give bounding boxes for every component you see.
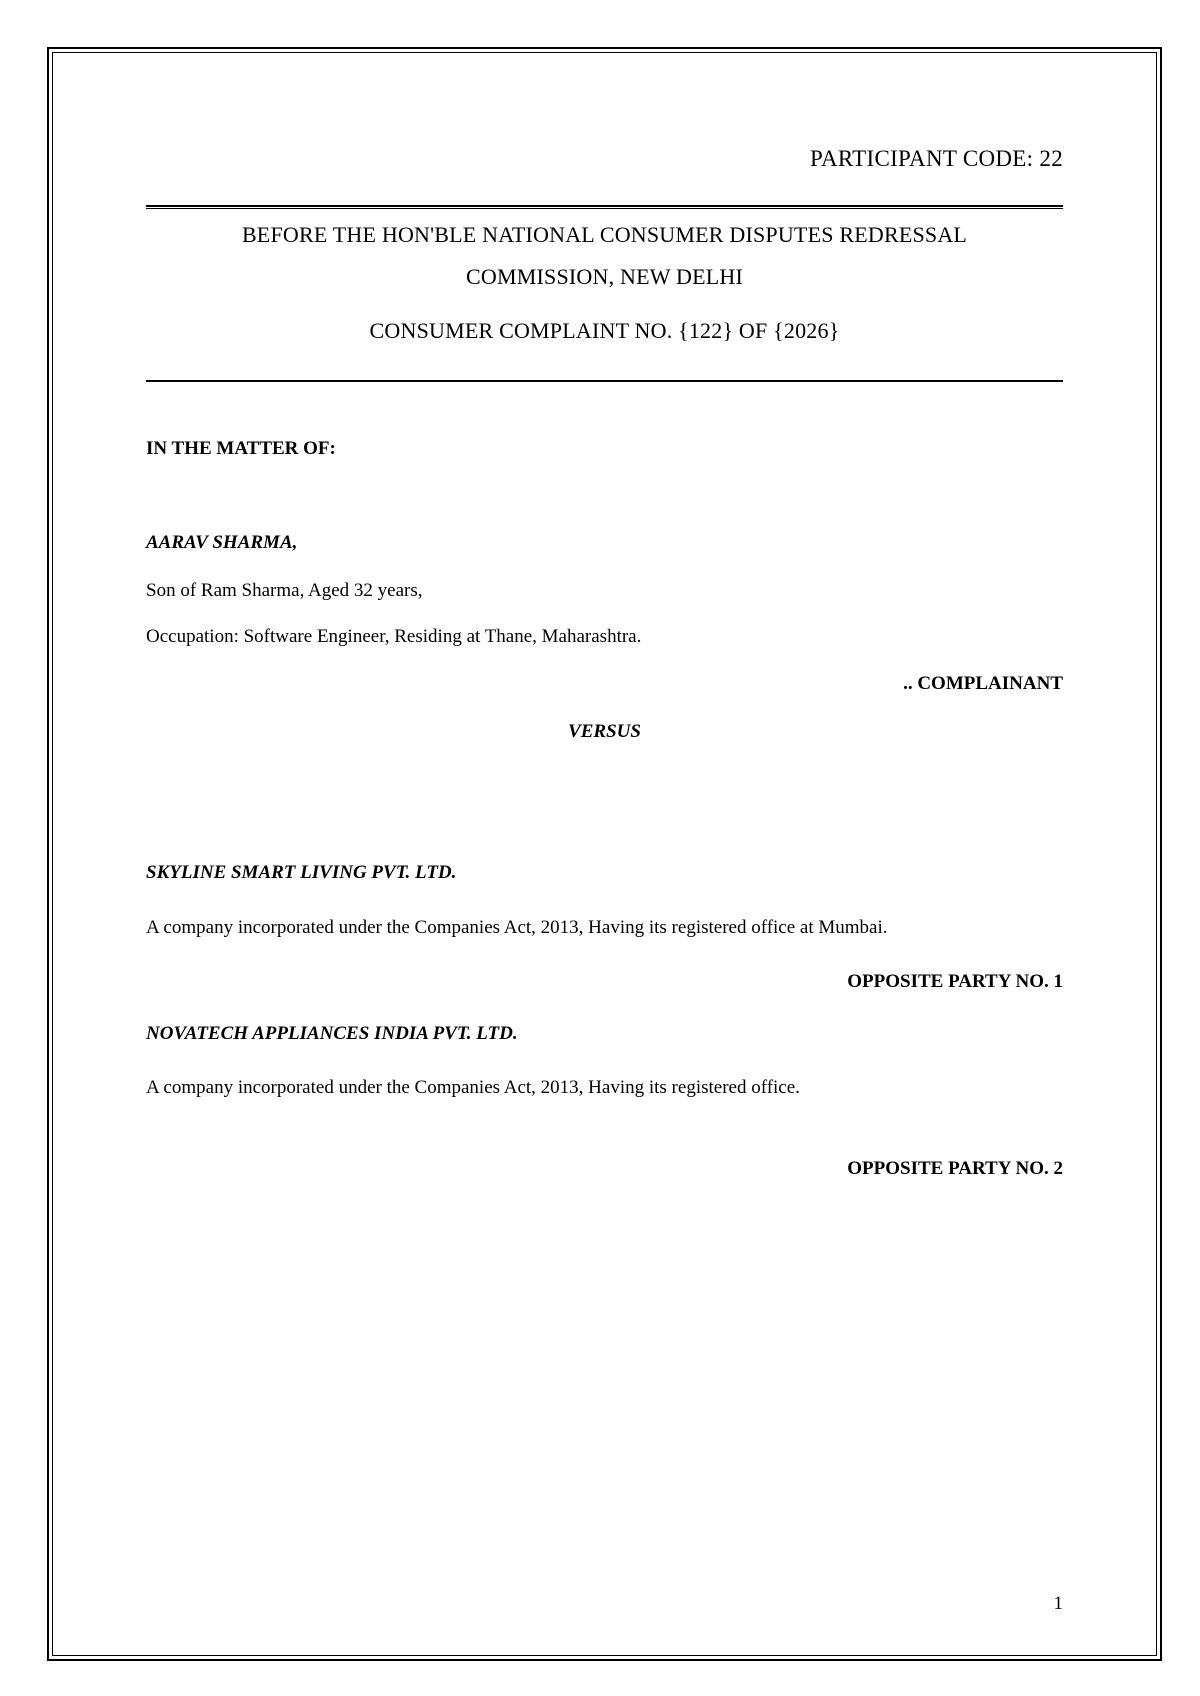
versus-label: VERSUS (568, 721, 641, 742)
complainant-role: .. COMPLAINANT (903, 673, 1063, 694)
complainant-name: AARAV SHARMA, (146, 532, 298, 553)
complaint-number: CONSUMER COMPLAINT NO. {122} OF {2026} (369, 318, 840, 343)
rule-divider (146, 380, 1063, 382)
complainant-occupation: Occupation: Software Engineer, Residing at Thane, Maharashtra. (146, 626, 642, 647)
opposite-party-1-role: OPPOSITE PARTY NO. 1 (847, 971, 1063, 992)
page-number: 1 (1053, 1593, 1063, 1614)
court-title (146, 214, 1063, 298)
opposite-party-2-description: A company incorporated under the Companies Act, 2013, Having its registered office. (146, 1077, 800, 1098)
opposite-party-2-name: NOVATECH APPLIANCES INDIA PVT. LTD. (146, 1023, 518, 1044)
court-title-line-1: BEFORE THE HON'BLE NATIONAL CONSUMER DISPUTES REDRESSAL (241, 222, 968, 247)
court-title-line-2: COMMISSION, NEW DELHI (466, 264, 743, 289)
opposite-party-2-role: OPPOSITE PARTY NO. 2 (847, 1158, 1063, 1179)
matter-heading: IN THE MATTER OF: (146, 438, 336, 459)
opposite-party-1-name: SKYLINE SMART LIVING PVT. LTD. (146, 862, 457, 883)
participant-code: PARTICIPANT CODE: 22 (810, 146, 1063, 171)
opposite-party-1-description: A company incorporated under the Companies Act, 2013, Having its registered office at Mumbai. (146, 917, 888, 938)
double-rule-divider (146, 205, 1063, 209)
complainant-parentage: Son of Ram Sharma, Aged 32 years, (146, 580, 423, 601)
